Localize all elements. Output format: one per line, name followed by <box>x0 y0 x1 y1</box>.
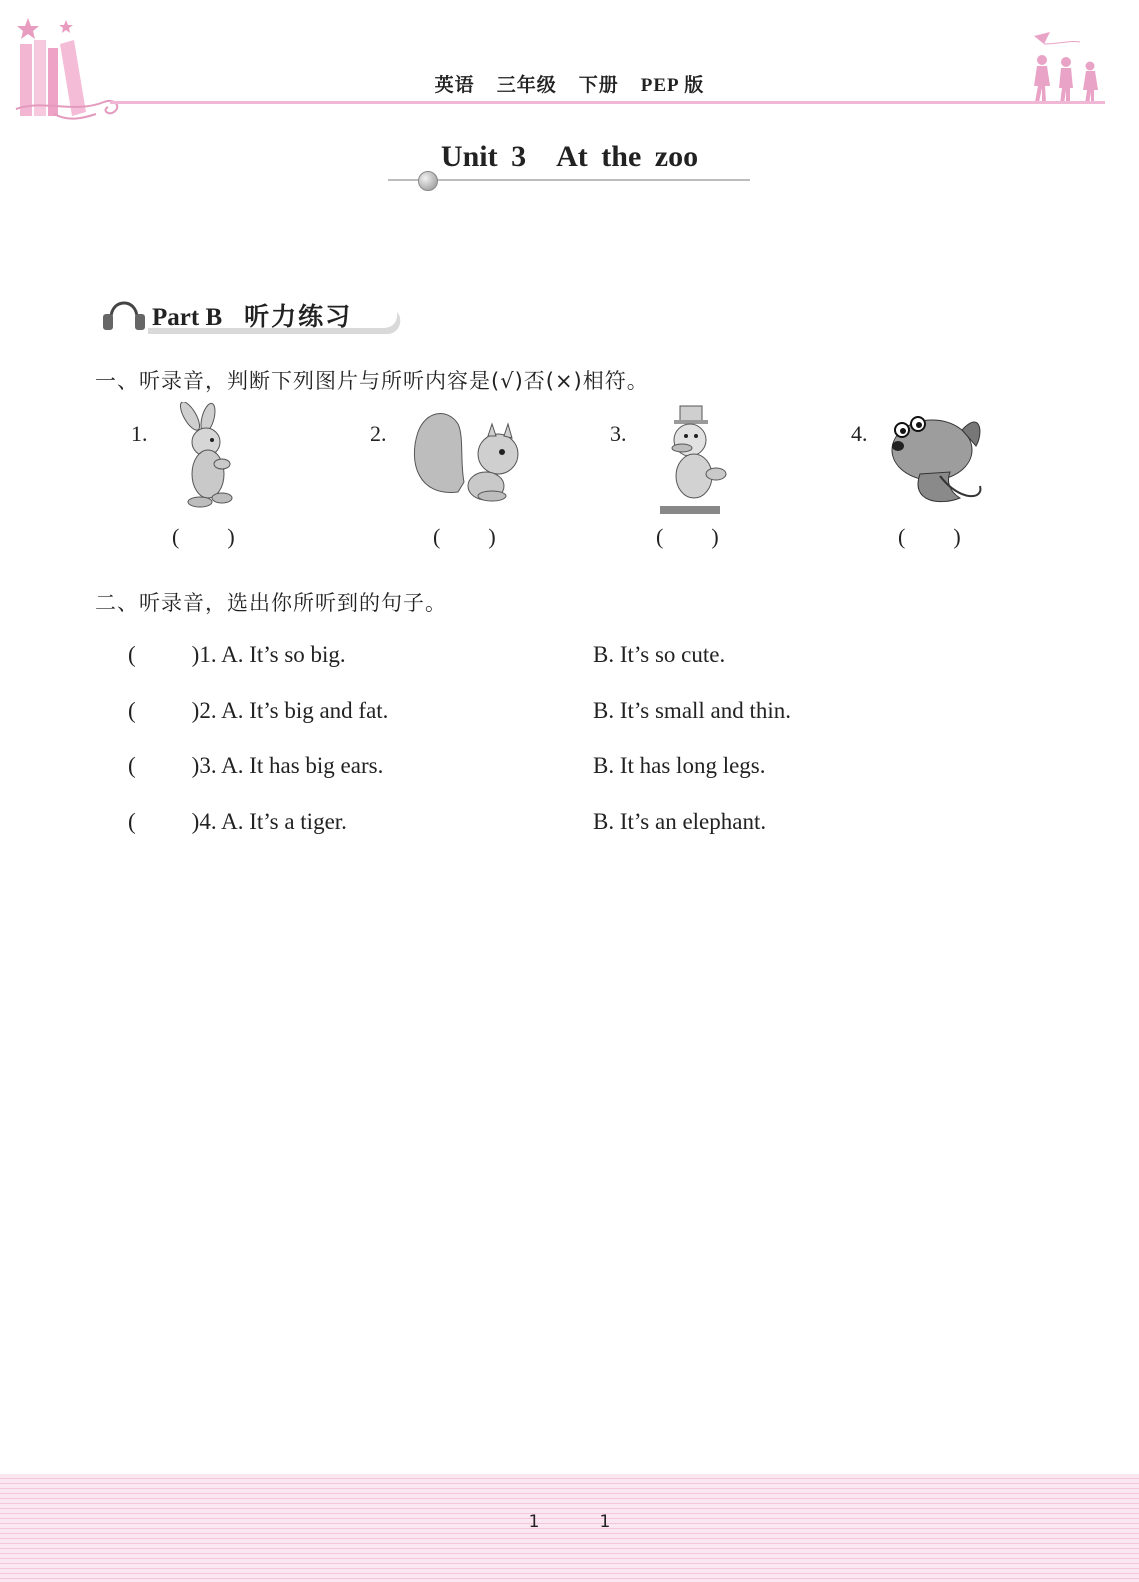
option-a: A. It’s so big. <box>221 642 346 667</box>
header-rule <box>110 101 1105 104</box>
question-number: 2. <box>199 698 217 723</box>
book-logo-icon <box>14 14 134 124</box>
question-row <box>128 642 346 668</box>
unit-number: Unit 3 <box>440 140 527 173</box>
question-row <box>128 698 388 724</box>
picture-item-number: 1. <box>131 421 148 446</box>
section1-heading: 一、听录音，判断下列图片与所听内容是(√)否(×)相符。 <box>95 369 649 393</box>
option-b: B. It’s so cute. <box>593 642 726 667</box>
page-number <box>0 1512 1139 1532</box>
header-grade: 三年级 <box>496 75 557 96</box>
part-label: Part B <box>152 304 223 331</box>
answer-parentheses[interactable]: ( ) <box>656 524 719 549</box>
option-a: A. It has big ears. <box>221 753 384 778</box>
question-row <box>128 809 347 835</box>
part-heading <box>152 297 352 333</box>
option-a: A. It’s a tiger. <box>221 809 347 834</box>
squirrel-picture <box>408 402 528 517</box>
answer-parentheses[interactable]: ( ) <box>128 642 200 667</box>
book-header <box>0 70 1139 97</box>
header-edition: PEP 版 <box>640 75 705 96</box>
answer-parentheses[interactable]: ( ) <box>172 524 235 549</box>
duck-picture <box>640 402 760 517</box>
option-b: B. It’s small and thin. <box>593 698 792 723</box>
header-volume: 下册 <box>578 75 619 96</box>
question-number: 3. <box>199 753 217 778</box>
title-underline <box>388 179 750 181</box>
question-number: 4. <box>199 809 217 834</box>
unit-name: At the zoo <box>556 140 699 173</box>
part-name: 听力练习 <box>244 302 353 331</box>
answer-parentheses[interactable]: ( ) <box>128 809 200 834</box>
picture-item-number: 4. <box>851 421 868 446</box>
unit-title <box>0 140 1139 174</box>
title-bullet-icon <box>418 171 438 191</box>
answer-parentheses[interactable]: ( ) <box>128 753 200 778</box>
headphones-icon <box>111 303 137 318</box>
answer-parentheses[interactable]: ( ) <box>433 524 496 549</box>
rabbit-picture <box>160 402 280 517</box>
page-number-left: 1 <box>528 1512 540 1532</box>
header-subject: 英语 <box>434 75 475 96</box>
picture-item-number: 2. <box>370 421 387 446</box>
option-a: A. It’s big and fat. <box>221 698 389 723</box>
question-number: 1. <box>199 642 217 667</box>
goldfish-picture <box>880 402 1000 517</box>
answer-parentheses[interactable]: ( ) <box>128 698 200 723</box>
option-b: B. It’s an elephant. <box>593 809 767 834</box>
section2-heading: 二、听录音，选出你所听到的句子。 <box>95 591 447 615</box>
question-row <box>128 753 383 779</box>
answer-parentheses[interactable]: ( ) <box>898 524 961 549</box>
picture-item-number: 3. <box>610 421 627 446</box>
option-b: B. It has long legs. <box>593 753 766 778</box>
page-number-right: 1 <box>599 1512 611 1532</box>
